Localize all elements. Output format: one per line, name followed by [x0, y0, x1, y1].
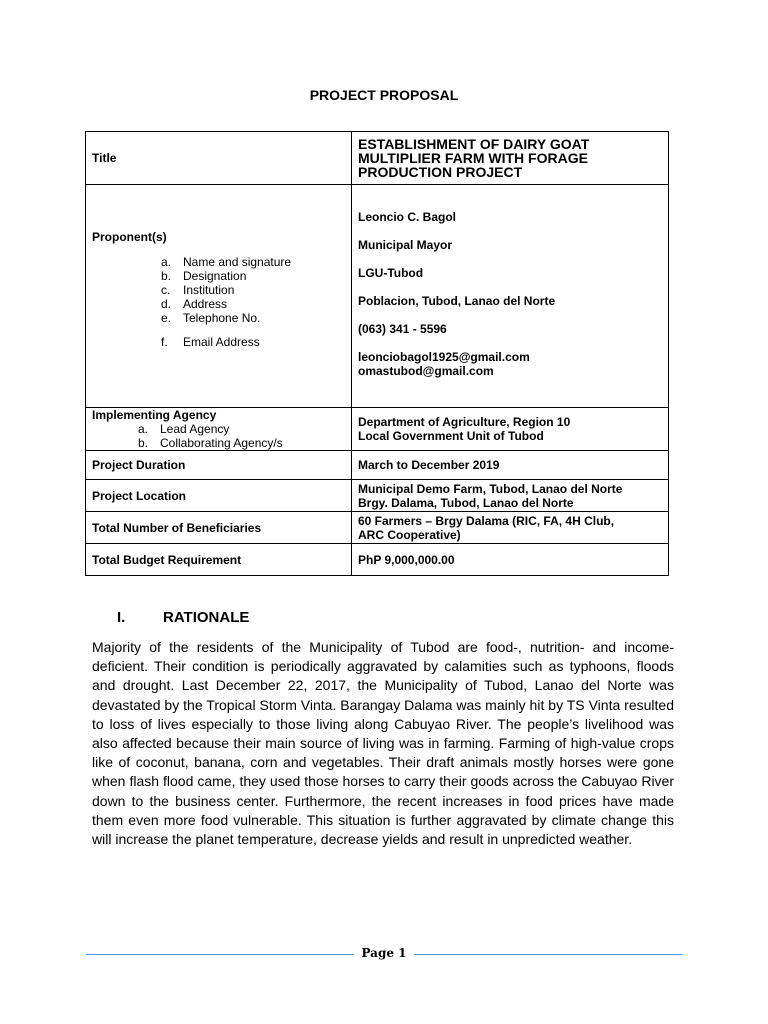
proponent-email-secondary: omastubod@gmail.com — [358, 364, 494, 378]
agency-label-cell — [86, 408, 352, 451]
section-number: I. — [117, 609, 126, 626]
location-row — [86, 480, 669, 512]
proponent-name: Leoncio C. Bagol — [358, 210, 457, 224]
proponent-row — [86, 185, 669, 408]
proponent-label: Proponent(s) — [92, 229, 167, 244]
document-title: PROJECT PROPOSAL — [309, 87, 459, 103]
rationale-paragraph: Majority of the residents of the Municipality of Tubod are food-, nutrition- and income-deficient. Their condition is periodically aggravated by calamities such as typhoons, floods and drought. Last December 22, 2017, the Municipality of Tubod, Lanao del Norte was devastated by the Tropical Storm Vinta. Barangay Dalama was mainly hit by TS Vinta resulted to loss of lives especially to those living along Cabuyao River. The people’s livelihood was also affected because their main source of living was in farming. Farming of high-value crops like of coconut, banana, corn and vegetables. Their draft animals mostly horses were gone when flash flood came, they used those horses to carry their goods across the Cabuyao River down to the business center. Furthermore, the recent increases in food prices have made them even more food vulnerable. This situation is further aggravated by climate change this will increase the planet temperature, decrease yields and result in unpredicted weather. — [92, 639, 674, 848]
proponent-item: d. Address — [161, 296, 228, 311]
location-label: Project Location — [86, 480, 352, 512]
beneficiaries-row — [86, 512, 669, 544]
proponent-email-primary: leonciobagol1925@gmail.com — [358, 350, 530, 364]
proponent-item: a. Name and signature — [161, 254, 292, 269]
duration-label: Project Duration — [86, 451, 352, 480]
agency-label: Implementing Agency — [92, 408, 217, 422]
collaborating-agency-value: Local Government Unit of Tubod — [358, 429, 544, 443]
location-value: Municipal Demo Farm, Tubod, Lanao del Norte — [358, 481, 623, 496]
proponent-designation: Municipal Mayor — [358, 238, 453, 252]
agency-sublist — [138, 422, 351, 450]
title-value: ESTABLISHMENT OF DAIRY GOAT MULTIPLIER FARM WITH FORAGE PRODUCTION PROJECT — [352, 132, 669, 185]
beneficiaries-label: Total Number of Beneficiaries — [86, 512, 352, 544]
location-value: Brgy. Dalama, Tubod, Lanao del Norte — [358, 495, 574, 510]
budget-label: Total Budget Requirement — [86, 544, 352, 576]
proponent-telephone: (063) 341 - 5596 — [358, 322, 447, 336]
budget-value: PhP 9,000,000.00 — [352, 544, 669, 576]
project-info-table — [85, 131, 669, 576]
beneficiaries-value: ARC Cooperative) — [358, 527, 461, 542]
location-values-cell — [352, 480, 669, 512]
proponent-address: Poblacion, Tubod, Lanao del Norte — [358, 294, 556, 308]
section-title: RATIONALE — [163, 609, 250, 626]
title-row — [86, 132, 669, 185]
proponent-institution: LGU-Tubod — [358, 266, 424, 280]
duration-row — [86, 451, 669, 480]
title-label: Title — [86, 132, 352, 185]
proponent-sublist — [161, 255, 351, 349]
page-number: Page 1 — [361, 946, 407, 960]
agency-item: a. Lead Agency — [138, 422, 230, 436]
footer-divider-right — [414, 954, 683, 955]
agency-values-cell — [352, 408, 669, 451]
proponent-item: e. Telephone No. — [161, 310, 261, 325]
agency-row — [86, 408, 669, 451]
proponent-item: f. Email Address — [161, 334, 260, 349]
proponent-item: c. Institution — [161, 282, 235, 297]
proponent-label-cell — [86, 185, 352, 408]
lead-agency-value: Department of Agriculture, Region 10 — [358, 415, 571, 429]
proponent-item: b. Designation — [161, 268, 247, 283]
beneficiaries-values-cell — [352, 512, 669, 544]
duration-value: March to December 2019 — [352, 451, 669, 480]
section-heading — [117, 609, 249, 626]
proponent-values-cell — [352, 185, 669, 408]
budget-row — [86, 544, 669, 576]
beneficiaries-value: 60 Farmers – Brgy Dalama (RIC, FA, 4H Club, — [358, 513, 615, 528]
agency-item: b. Collaborating Agency/s — [138, 436, 283, 450]
